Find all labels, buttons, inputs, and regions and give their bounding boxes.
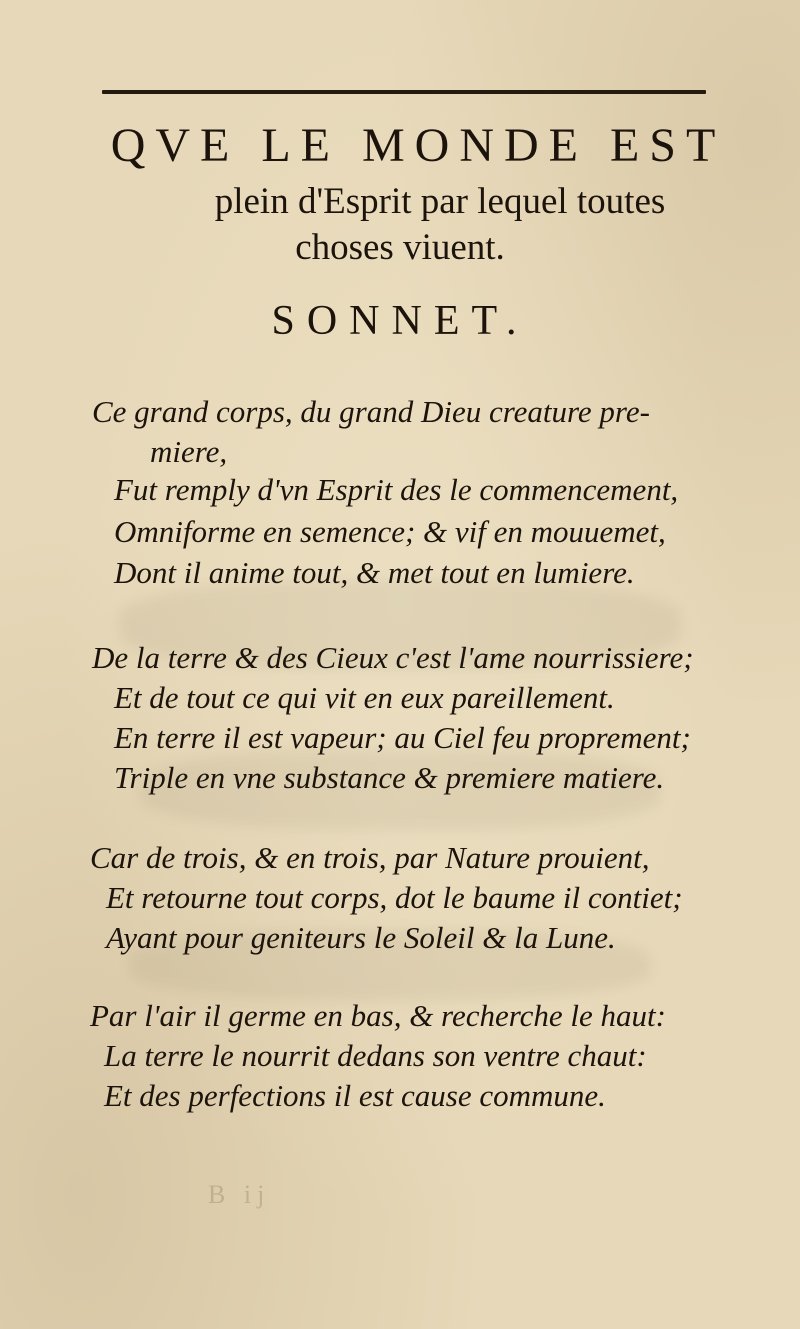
header-rule <box>102 90 706 94</box>
verse-line: Fut remply d'vn Esprit des le commencement, <box>114 472 679 507</box>
title-line-2: plein d'Esprit par lequel toutes <box>214 181 666 222</box>
verse-line: Et retourne tout corps, dot le baume il contiet; <box>106 880 683 915</box>
verse-line: Et de tout ce qui vit en eux pareillement. <box>114 680 615 715</box>
title-line-3: choses viuent. <box>295 227 505 268</box>
section-heading: SONNET. <box>271 298 529 344</box>
verse-line: La terre le nourrit dedans son ventre chaut: <box>104 1038 647 1073</box>
verse-line: Triple en vne substance & premiere matiere. <box>114 760 665 795</box>
verse-line: En terre il est vapeur; au Ciel feu proprement; <box>114 720 691 755</box>
verse-line: De la terre & des Cieux c'est l'ame nourrissiere; <box>92 640 694 675</box>
title-line-1: QVE LE MONDE EST <box>110 119 726 172</box>
verse-line: Ayant pour geniteurs le Soleil & la Lune. <box>106 920 616 955</box>
verse-line: Dont il anime tout, & met tout en lumiere. <box>114 555 635 590</box>
verse-line: Omniforme en semence; & vif en mouuemet, <box>114 514 666 549</box>
verse-line: Car de trois, & en trois, par Nature prouient, <box>90 840 650 875</box>
verse-line: Et des perfections il est cause commune. <box>104 1078 606 1113</box>
signature-mark: B ij <box>208 1180 271 1209</box>
verse-line: Ce grand corps, du grand Dieu creature pre- <box>92 394 650 429</box>
verse-line: miere, <box>150 434 228 469</box>
verse-line: Par l'air il germe en bas, & recherche le haut: <box>90 998 666 1033</box>
